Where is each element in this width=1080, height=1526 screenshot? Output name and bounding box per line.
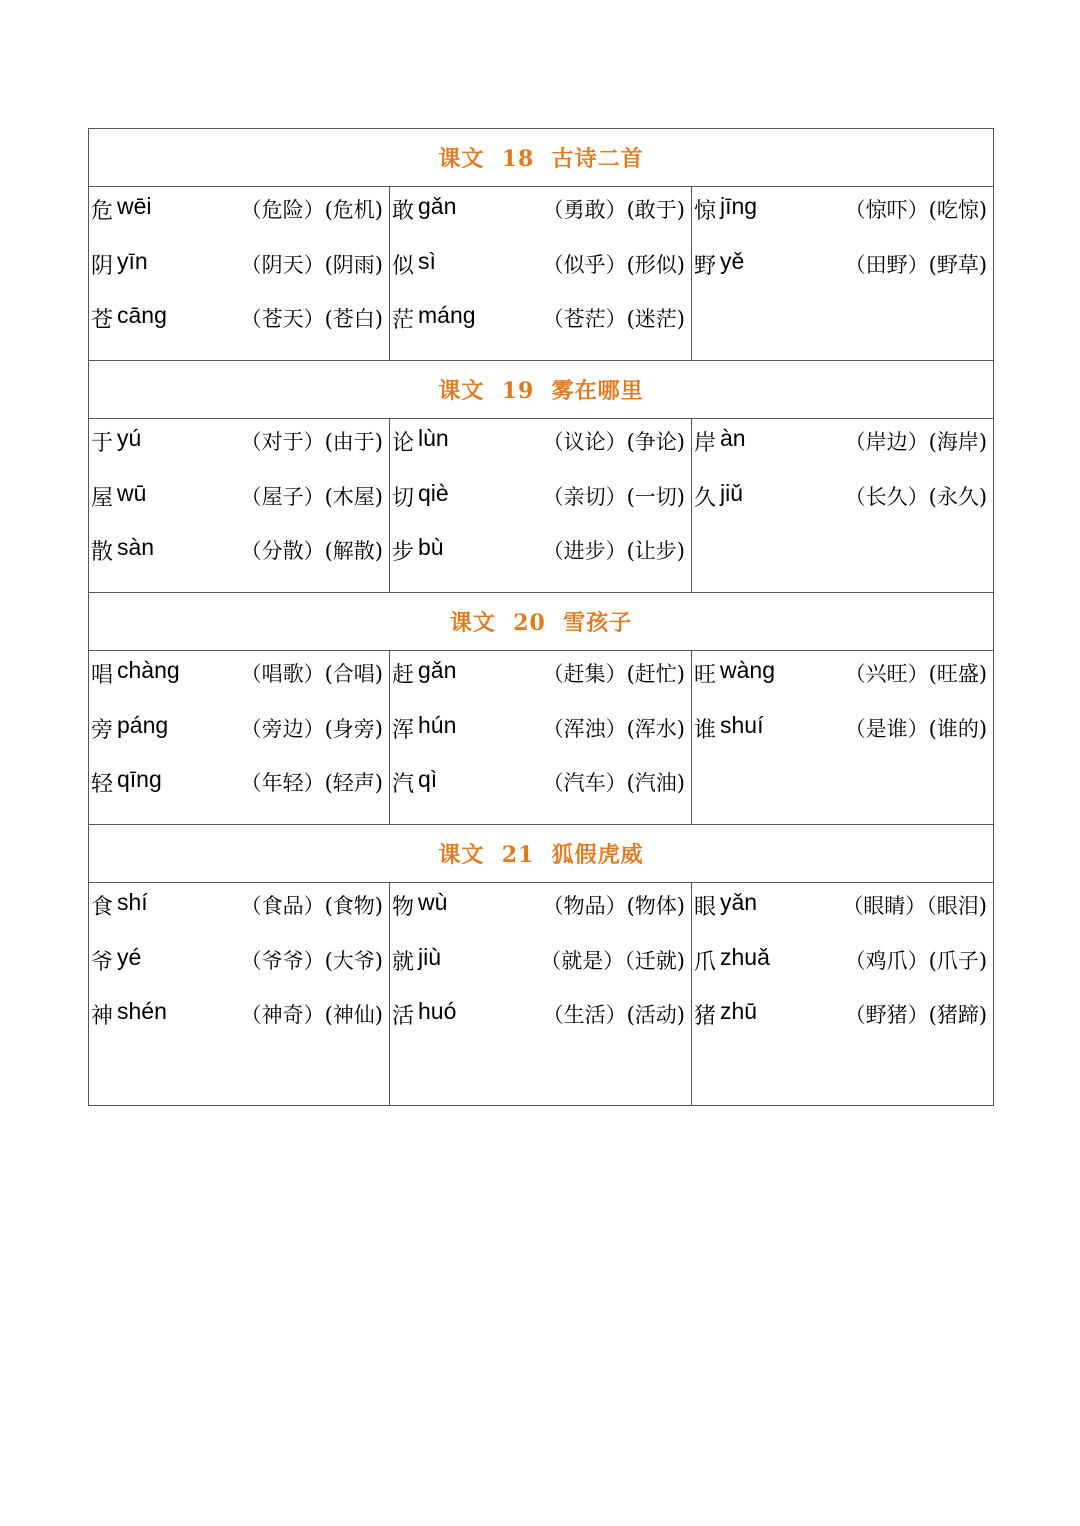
vocab-entry <box>89 471 389 526</box>
word-column <box>692 187 994 361</box>
vocab-pinyin: hún <box>418 711 457 738</box>
vocab-character: 茫 <box>392 308 415 333</box>
vocab-words: （惊吓）(吃惊) <box>844 198 988 222</box>
word-column <box>89 883 390 1106</box>
vocab-pinyin: yǎn <box>720 889 758 915</box>
lesson-header-row <box>89 825 994 883</box>
vocab-character: 猪 <box>694 1004 717 1029</box>
vocab-entry <box>692 184 993 239</box>
vocab-words: （浑浊）(浑水) <box>542 716 685 741</box>
vocab-pinyin: zhuǎ <box>720 943 770 970</box>
lesson-title-cell <box>89 129 994 187</box>
vocab-words: （年轻）(轻声) <box>240 771 383 795</box>
vocab-entry <box>390 293 691 348</box>
vocab-entry <box>692 239 993 294</box>
vocab-words: （野猪）(猪蹄) <box>844 1003 988 1027</box>
vocab-pinyin: gǎn <box>418 193 457 219</box>
vocab-entry <box>692 880 993 935</box>
vocab-entry <box>692 416 993 471</box>
word-column <box>89 419 390 593</box>
vocab-character: 爷 <box>91 949 114 975</box>
vocab-pinyin: zhū <box>720 998 758 1024</box>
vocab-words: （亲切）(一切) <box>542 484 685 509</box>
vocab-character: 汽 <box>392 772 415 797</box>
vocab-entry <box>89 648 389 703</box>
vocab-character: 危 <box>91 199 114 224</box>
vocab-pinyin: yě <box>720 247 745 274</box>
word-column <box>390 883 692 1106</box>
vocab-entry <box>89 935 389 990</box>
vocab-entry <box>89 757 389 812</box>
vocab-words: （屋子）(木屋) <box>240 484 383 509</box>
vocab-character: 神 <box>91 1004 114 1029</box>
vocab-entry <box>390 471 691 526</box>
vocab-character: 爪 <box>694 949 717 975</box>
vocab-entry <box>390 416 691 471</box>
lesson-words-row <box>89 651 994 825</box>
vocab-words: （似乎）(形似) <box>542 252 685 277</box>
vocab-words: （生活）(活动) <box>542 1003 685 1027</box>
vocab-words: （就是）（迁就) <box>540 948 685 973</box>
lesson-header-row <box>89 361 994 419</box>
vocab-words: （唱歌）(合唱) <box>240 662 383 686</box>
word-column <box>692 419 994 593</box>
vocab-pinyin: lùn <box>418 425 449 451</box>
word-column <box>692 883 994 1106</box>
vocab-pinyin: páng <box>117 711 169 738</box>
vocab-words: （苍天）(苍白) <box>240 307 383 331</box>
vocab-entry <box>692 471 993 526</box>
vocab-pinyin: jiù <box>418 943 442 970</box>
vocab-character: 野 <box>694 253 717 279</box>
vocab-character: 岸 <box>694 431 717 456</box>
vocab-entry <box>89 703 389 758</box>
vocab-character: 轻 <box>91 772 114 797</box>
vocab-pinyin: shuí <box>720 711 764 738</box>
vocab-character: 阴 <box>91 253 114 279</box>
vocab-entry <box>390 989 691 1044</box>
lesson-words-row <box>89 419 994 593</box>
vocab-pinyin: cāng <box>117 302 167 328</box>
vocab-character: 浑 <box>392 717 415 743</box>
vocab-pinyin: shí <box>117 889 148 915</box>
vocab-pinyin: yé <box>117 943 142 970</box>
vocab-character: 唱 <box>91 663 114 688</box>
vocab-pinyin: yīn <box>117 247 148 274</box>
vocab-character: 物 <box>392 895 415 920</box>
lesson-title-cell <box>89 825 994 883</box>
vocab-entry <box>89 416 389 471</box>
vocab-entry <box>692 648 993 703</box>
vocab-character: 旁 <box>91 717 114 743</box>
vocab-words: （鸡爪）(爪子) <box>844 948 988 973</box>
vocab-pinyin: shén <box>117 998 167 1024</box>
vocab-character: 苍 <box>91 308 114 333</box>
vocab-words: （岸边）(海岸) <box>844 430 988 454</box>
vocab-entry <box>390 703 691 758</box>
vocab-character: 敢 <box>392 199 415 224</box>
vocab-entry <box>390 184 691 239</box>
lesson-header-row <box>89 129 994 187</box>
vocab-entry <box>89 293 389 348</box>
lesson-title-cell <box>89 593 994 651</box>
vocab-character: 赶 <box>392 663 415 688</box>
vocab-pinyin: qiè <box>418 479 449 506</box>
vocab-words: （食品）(食物) <box>240 894 383 918</box>
lesson-title: 课文 18 古诗二首 <box>438 146 644 172</box>
vocab-words: （长久）(永久) <box>844 484 988 509</box>
vocab-words: （爷爷）(大爷) <box>240 948 383 973</box>
vocab-pinyin: gǎn <box>418 657 457 683</box>
vocab-character: 活 <box>392 1004 415 1029</box>
vocab-pinyin: wàng <box>720 657 775 683</box>
vocab-pinyin: wù <box>418 889 448 915</box>
vocab-character: 就 <box>392 949 415 975</box>
lesson-header-row <box>89 593 994 651</box>
vocab-words: （汽车）(汽油) <box>542 771 685 795</box>
vocab-pinyin: wū <box>117 479 147 506</box>
vocab-entry <box>390 880 691 935</box>
vocab-entry <box>390 935 691 990</box>
vocab-entry <box>89 880 389 935</box>
vocab-entry <box>89 525 389 580</box>
vocab-character: 步 <box>392 540 415 565</box>
vocab-entry <box>390 757 691 812</box>
vocab-pinyin: bù <box>418 534 444 560</box>
vocab-words: （进步）(让步) <box>542 539 685 563</box>
vocab-pinyin: jiǔ <box>720 479 744 506</box>
vocab-pinyin: yú <box>117 425 142 451</box>
vocab-character: 于 <box>91 431 114 456</box>
vocab-pinyin: jīng <box>720 193 758 219</box>
lesson-title: 课文 21 狐假虎威 <box>438 842 644 868</box>
vocab-character: 眼 <box>694 895 717 920</box>
vocab-entry <box>89 989 389 1044</box>
vocab-character: 似 <box>392 253 415 279</box>
vocab-words: （对于）(由于) <box>240 430 383 454</box>
vocab-character: 切 <box>392 485 415 511</box>
vocab-character: 食 <box>91 895 114 920</box>
vocab-entry <box>692 935 993 990</box>
word-column <box>390 187 692 361</box>
vocab-pinyin: qīng <box>117 766 162 792</box>
vocab-entry <box>390 525 691 580</box>
vocab-character: 散 <box>91 540 114 565</box>
vocab-words: （眼睛）（眼泪) <box>842 894 988 918</box>
vocab-entry <box>89 239 389 294</box>
vocab-character: 旺 <box>694 663 717 688</box>
vocab-entry <box>89 184 389 239</box>
vocab-character: 谁 <box>694 717 717 743</box>
vocab-words: （兴旺）(旺盛) <box>844 662 988 686</box>
lesson-title: 课文 19 雾在哪里 <box>438 378 644 404</box>
vocab-entry <box>692 703 993 758</box>
vocab-words: （田野）(野草) <box>844 252 988 277</box>
vocabulary-table-body <box>89 129 994 1106</box>
word-column <box>390 651 692 825</box>
vocab-pinyin: chàng <box>117 657 180 683</box>
vocab-pinyin: qì <box>418 766 438 792</box>
vocab-pinyin: àn <box>720 425 746 451</box>
vocab-pinyin: huó <box>418 998 457 1024</box>
word-column <box>89 187 390 361</box>
vocab-character: 屋 <box>91 485 114 511</box>
lesson-title-cell <box>89 361 994 419</box>
vocab-words: （分散）(解散) <box>240 539 383 563</box>
vocab-words: （危险）(危机) <box>240 198 383 222</box>
vocab-words: （是谁）(谁的) <box>844 716 988 741</box>
vocab-character: 久 <box>694 485 717 511</box>
vocab-words: （赶集）(赶忙) <box>542 662 685 686</box>
vocab-pinyin: sì <box>418 247 436 274</box>
word-column <box>89 651 390 825</box>
vocab-words: （勇敢）(敢于) <box>542 198 685 222</box>
lesson-words-row <box>89 187 994 361</box>
lesson-title: 课文 20 雪孩子 <box>449 610 633 636</box>
vocab-entry <box>390 239 691 294</box>
vocab-words: （阴天）(阴雨) <box>240 252 383 277</box>
vocabulary-table <box>88 128 994 1106</box>
vocab-character: 论 <box>392 431 415 456</box>
vocab-words: （神奇）(神仙) <box>240 1003 383 1027</box>
vocab-pinyin: wēi <box>117 193 152 219</box>
vocab-words: （物品）(物体) <box>542 894 685 918</box>
vocab-entry <box>390 648 691 703</box>
lesson-words-row <box>89 883 994 1106</box>
vocab-words: （旁边）(身旁) <box>240 716 383 741</box>
word-column <box>692 651 994 825</box>
vocab-words: （议论）(争论) <box>542 430 685 454</box>
vocab-character: 惊 <box>694 199 717 224</box>
vocab-pinyin: máng <box>418 302 476 328</box>
word-column <box>390 419 692 593</box>
vocab-entry <box>692 989 993 1044</box>
vocab-pinyin: sàn <box>117 534 155 560</box>
vocab-words: （苍茫）(迷茫) <box>542 307 685 331</box>
